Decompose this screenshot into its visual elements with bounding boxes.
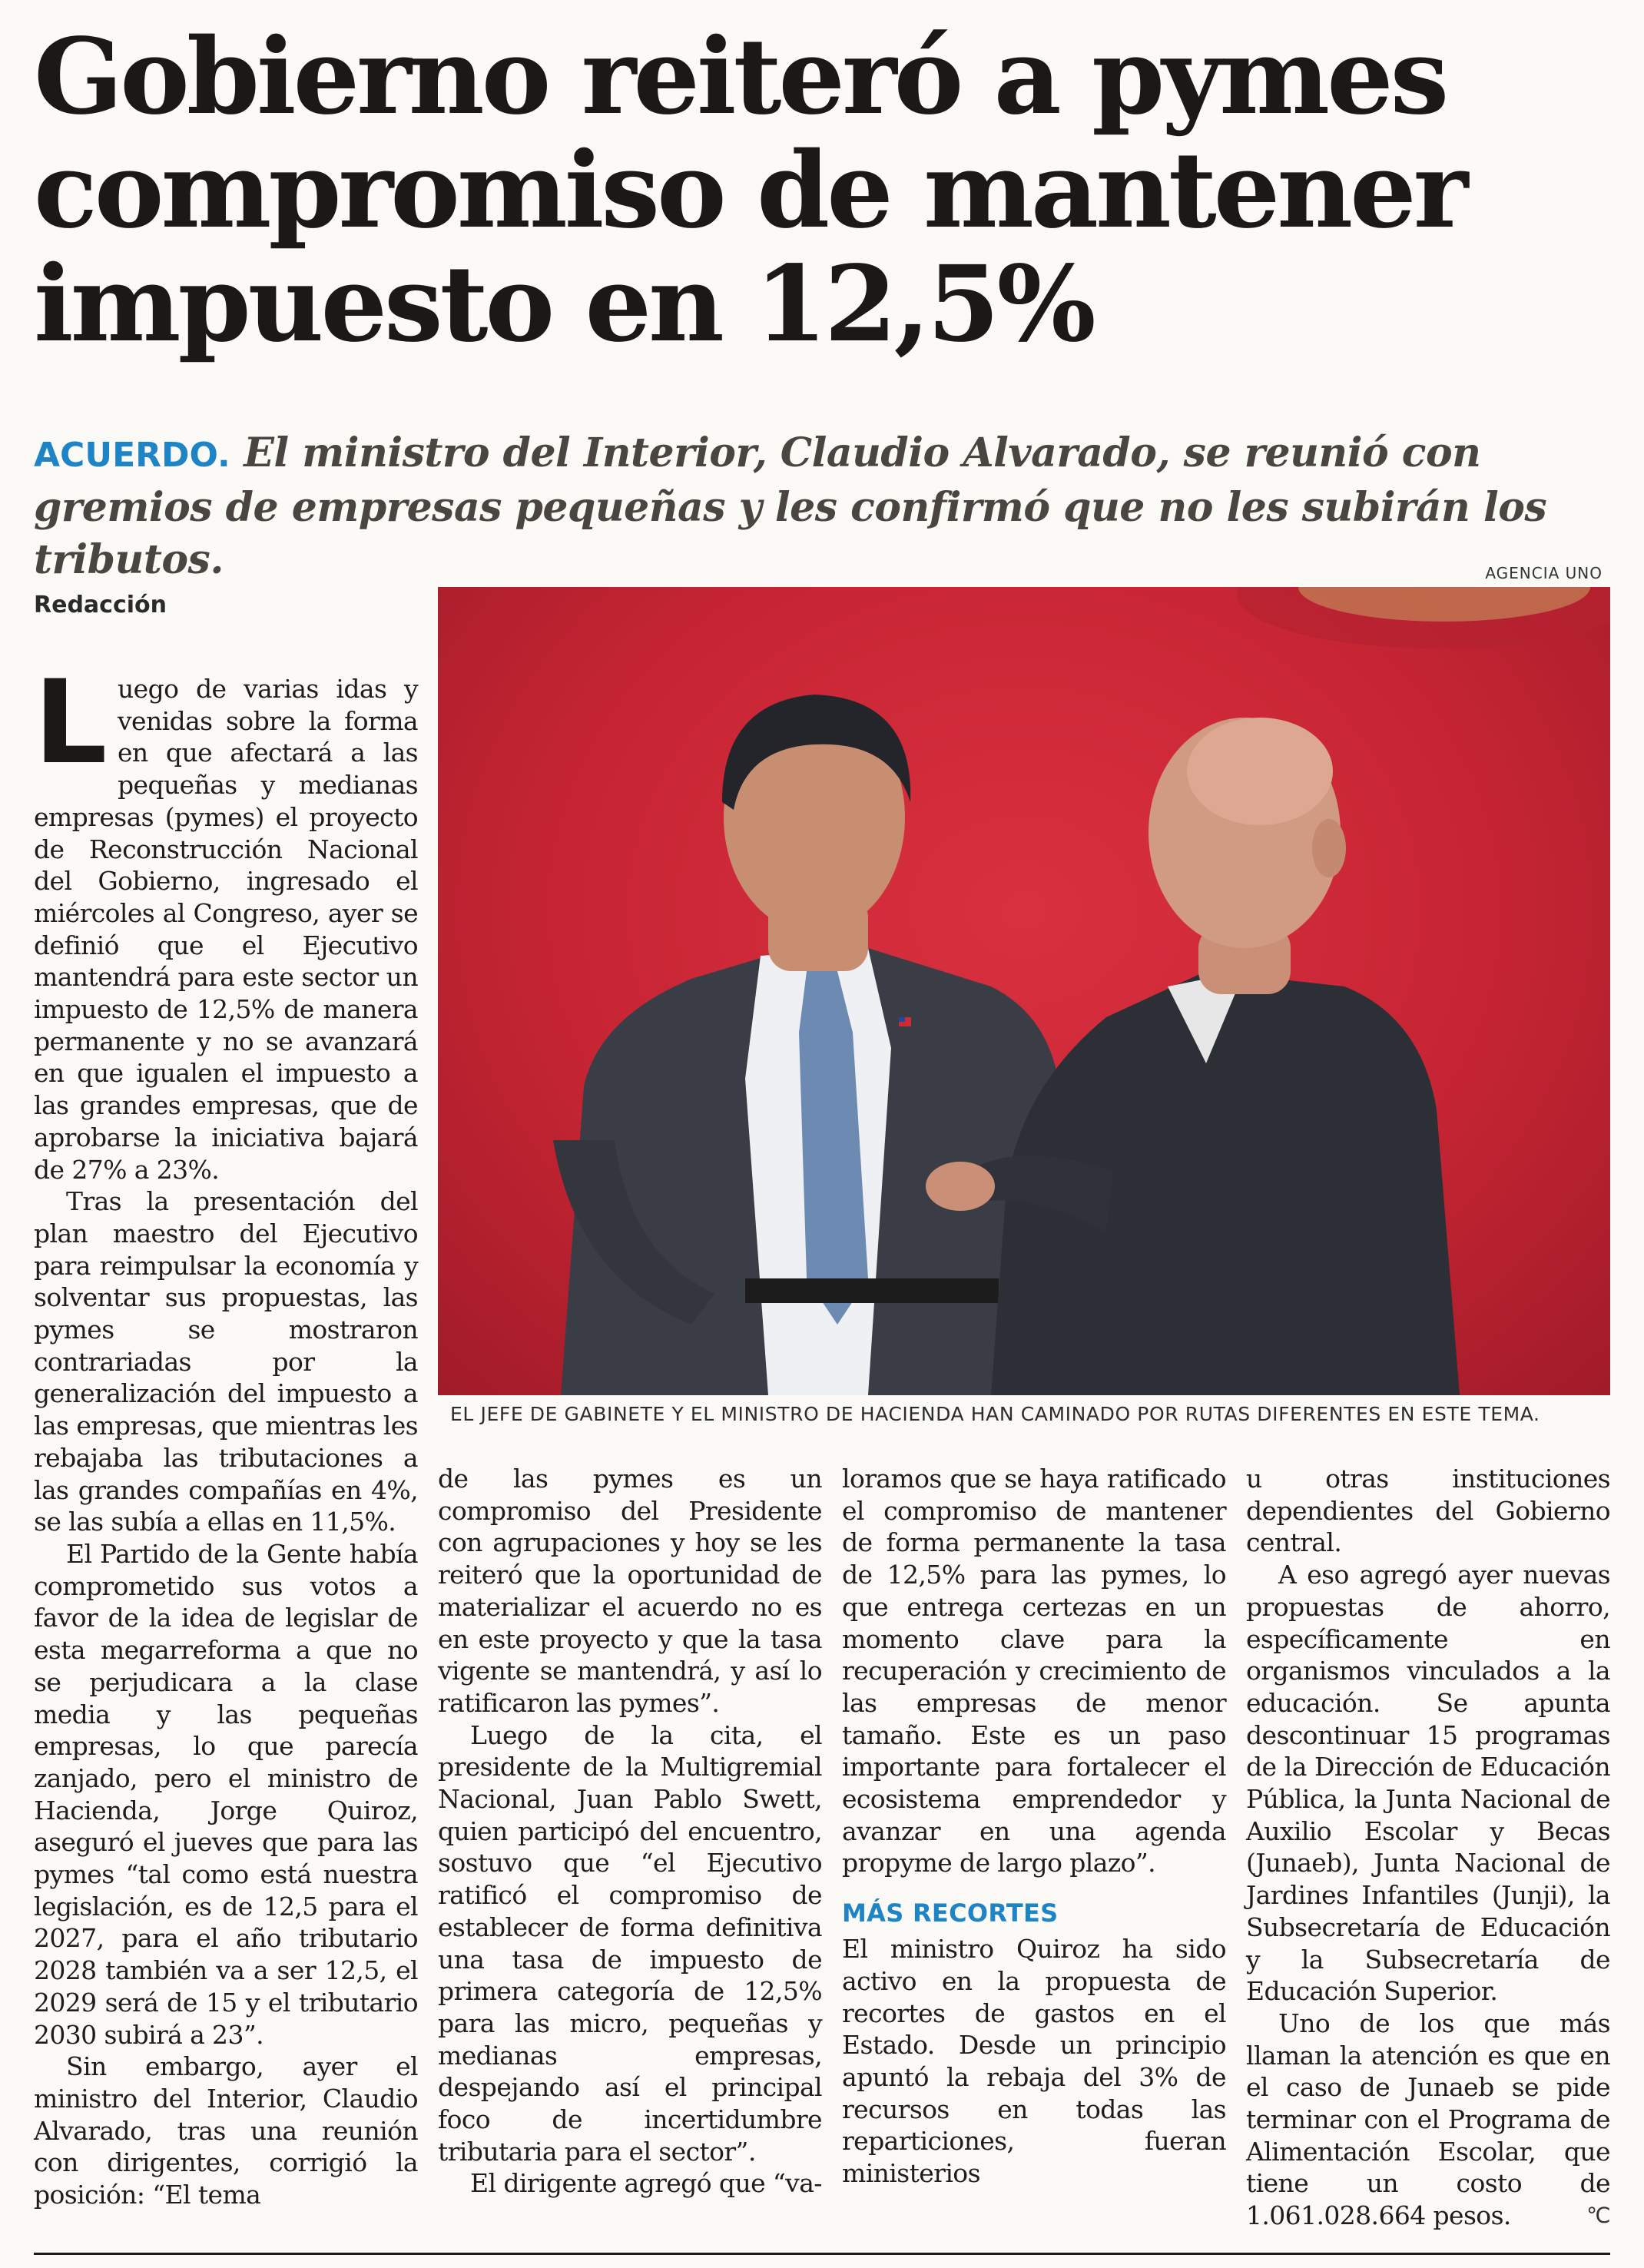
paragraph: de las pymes es un compromiso del Presidente con agrupaciones y hoy se les reiteró que la oportunidad de materializar el acuerdo no es en este proyecto y que la tasa vigente se mantendrá, y así lo ratificaron las pymes”. — [438, 1464, 822, 1718]
paragraph: El dirigente agregó que “va- — [470, 2168, 822, 2199]
paragraph: Luego de la cita, el presidente de la Multigremial Nacional, Juan Pablo Swett, quien participó del encuentro, sostuvo que “el Ejecutivo ratificó el compromiso de establecer de forma definitiva una tasa de impuesto de primera categoría de 12,5% para las micro, pequeñas y medianas empresas, despejando así el principal foco de incertidumbre tributaria para el sector”. — [438, 1719, 822, 2167]
column-3 — [842, 1463, 1226, 2190]
deck-kicker: ACUERDO. — [34, 436, 230, 475]
photo-caption: EL JEFE DE GABINETE Y EL MINISTRO DE HACIENDA HAN CAMINADO POR RUTAS DIFERENTES EN ESTE TEMA. — [450, 1403, 1540, 1425]
photo-credit: AGENCIA UNO — [1485, 564, 1603, 582]
paragraph: loramos que se haya ratificado el compromiso de mantener de forma permanente la tasa de 12,5% para las pymes, lo que entrega certezas en un momento clave para la recuperación y crecimiento de las empresas de menor tamaño. Este es un paso importante para fortalecer el ecosistema emprendedor y avanzar en una agenda propyme de largo plazo”. — [842, 1464, 1226, 1878]
bottom-rule — [34, 2253, 1610, 2255]
byline: Redacción — [34, 592, 167, 618]
column-1 — [34, 656, 418, 2211]
end-mark-icon: ℃ — [1586, 2203, 1610, 2229]
paragraph — [1246, 2008, 1610, 2232]
paragraph: Tras la presentación del plan maestro del Ejecutivo para reimpulsar la economía y solventar sus propuestas, las pymes se mostraron contrariadas por la generalización del impuesto a las empresas, que mientras les rebajaba las tributaciones a las grandes compañías en 4%, se las subía a ellas en 11,5%. — [34, 1186, 418, 1537]
drop-cap: L — [34, 656, 107, 790]
paragraph — [34, 656, 418, 1185]
headline: Gobierno reiteró a pymes compromiso de mantener impuesto en 12,5% — [34, 15, 1466, 366]
deck-text: El ministro del Interior, Claudio Alvarado, se reunió con gremios de empresas pequeñas y les confirmó que no les subirán los tributos. — [34, 429, 1547, 583]
subhead-mas-recortes: MÁS RECORTES — [842, 1898, 1059, 1928]
paragraph-text: Uno de los que más llaman la atención es que en el caso de Junaeb se pide terminar con el Programa de Alimentación Escolar, que tiene un costo de 1.061.028.664 pesos. — [1246, 2008, 1610, 2231]
article-photo — [438, 587, 1610, 1395]
paragraph: u otras instituciones dependientes del Gobierno central. — [1246, 1464, 1610, 1558]
column-4 — [1246, 1463, 1610, 2232]
paragraph: Sin embargo, ayer el ministro del Interior, Claudio Alvarado, tras una reunión con dirigentes, corrigió la posición: “El tema — [34, 2051, 418, 2210]
paragraph: El ministro Quiroz ha sido activo en la propuesta de recortes de gastos en el Estado. Desde un principio apuntó la rebaja del 3% de recursos en todas las reparticiones, fueran ministerios — [842, 1934, 1226, 2189]
column-2 — [438, 1463, 822, 2200]
deck — [34, 427, 1616, 586]
paragraph: A eso agregó ayer nuevas propuestas de ahorro, específicamente en organismos vinculados a la educación. Se apunta descontinuar 15 programas de la Dirección de Educación Pública, la Junta Nacional de Auxilio Escolar y Becas (Junaeb), Junta Nacional de Jardines Infantiles (Junji), la Subsecretaría de Educación y la Subsecretaría de Educación Superior. — [1246, 1560, 1610, 2007]
paragraph: El Partido de la Gente había comprometido sus votos a favor de la idea de legislar de esta megarreforma a que no se perjudicara a la clase media y las pequeñas empresas, lo que parecía zanjado, pero el ministro de Hacienda, Jorge Quiroz, aseguró el jueves que para las pymes “tal como está nuestra legislación, es de 12,5 para el 2027, para el año tributario 2028 también va a ser 12,5, el 2029 será de 15 y el tributario 2030 subirá a 23”. — [34, 1538, 418, 2050]
paragraph-text: uego de varias idas y venidas sobre la forma en que afectará a las pequeñas y medianas empresas (pymes) el proyecto de Reconstrucción Nacional del Gobierno, ingresado el miércoles al Congreso, ayer se definió que el Ejecutivo mantendrá para este sector un impuesto de 12,5% de manera permanente y no se avanzará en que igualen el impuesto a las grandes empresas, que de aprobarse la iniciativa bajará de 27% a 23%. — [34, 674, 418, 1185]
photo-illustration — [438, 587, 1610, 1395]
